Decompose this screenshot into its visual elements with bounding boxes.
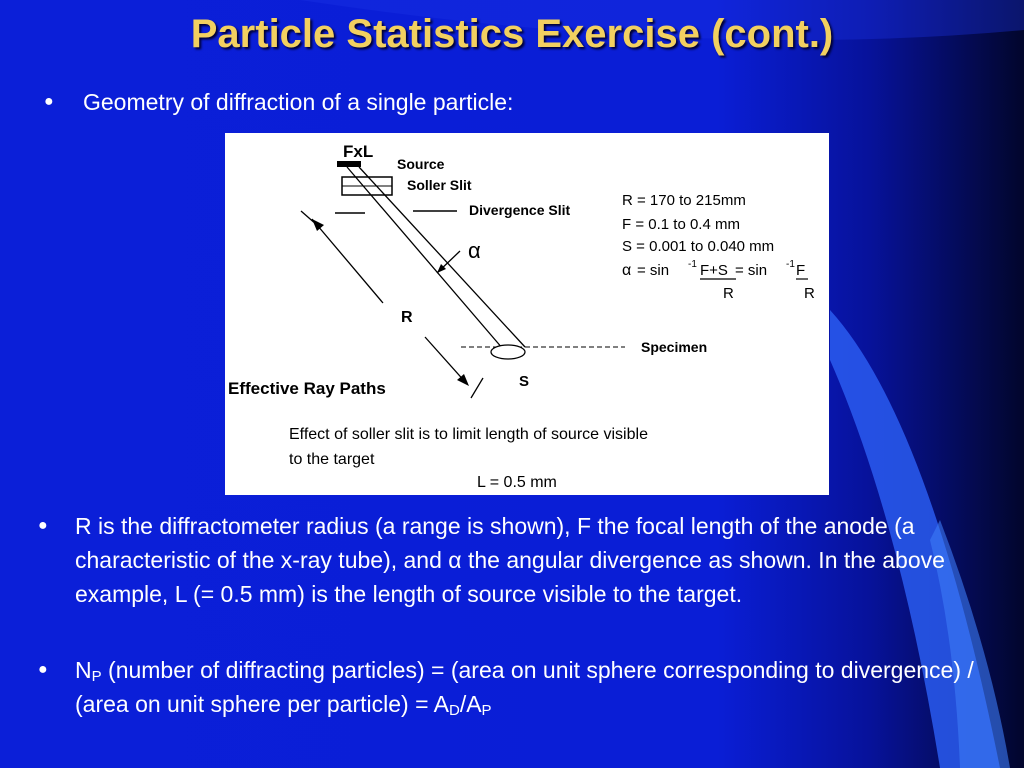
bullet-definitions-text-1: R is the diffractometer radius (a range is shown), F the focal length of the anode (a characteristic of the x-ray tube), and <box>75 513 915 573</box>
fxl-label: FxL <box>343 142 374 161</box>
s-label: S <box>519 373 530 390</box>
bullet-definitions <box>75 509 995 611</box>
eq-r: R = 170 to 215mm <box>622 192 746 209</box>
source-bar <box>337 161 361 167</box>
bullet-marker: ● <box>38 661 48 678</box>
source-label: Source <box>397 156 445 172</box>
np-symbol: N <box>75 657 92 683</box>
figure-diagram <box>225 133 829 495</box>
effective-ray-paths-label: Effective Ray Paths <box>228 379 386 398</box>
eq-sin-2: = sin <box>735 262 768 279</box>
ap-symbol: /A <box>459 691 482 717</box>
l-value: L = 0.5 mm <box>477 474 557 491</box>
bullet-particle-count-text: (number of diffracting particles) = (area on unit sphere corresponding to divergence) / (area on unit sphere per particle) = A <box>75 657 974 717</box>
alpha-inline-symbol: α <box>448 547 462 573</box>
specimen-ellipse <box>491 345 525 359</box>
bullet-definitions-text-2: the angular divergence as shown. In the above example, L (= 0.5 mm) is the length of source visible to the target. <box>75 547 945 607</box>
ad-subscript: D <box>448 702 460 719</box>
r-label: R <box>401 309 413 326</box>
alpha-symbol: α <box>468 238 481 263</box>
np-subscript: P <box>91 668 102 685</box>
effect-caption-line1: Effect of soller slit is to limit length of source visible <box>289 426 648 443</box>
eq-sup-1: -1 <box>688 259 697 270</box>
effect-caption-line2: to the target <box>289 451 375 468</box>
eq-frac2-numerator: F <box>796 262 806 279</box>
eq-frac1-numerator: F+S <box>700 262 728 279</box>
bullet-geometry: Geometry of diffraction of a single particle: <box>83 89 514 115</box>
divergence-slit-label: Divergence Slit <box>469 202 571 218</box>
bullet-marker: ● <box>38 517 48 534</box>
bullet-particle-count <box>75 653 995 721</box>
soller-slit-label: Soller Slit <box>407 177 472 193</box>
eq-sin-1: = sin <box>637 262 670 279</box>
eq-frac1-denominator: R <box>723 285 734 302</box>
eq-frac2-denominator: R <box>804 285 815 302</box>
slide-title: Particle Statistics Exercise (cont.) <box>190 12 834 56</box>
eq-alpha-symbol: α <box>622 262 632 279</box>
eq-s: S = 0.001 to 0.040 mm <box>622 238 775 255</box>
eq-sup-2: -1 <box>786 259 795 270</box>
specimen-label: Specimen <box>641 339 708 355</box>
eq-f: F = 0.1 to 0.4 mm <box>622 216 740 233</box>
bullet-marker: ● <box>44 93 54 110</box>
ap-subscript: P <box>481 702 492 719</box>
diffraction-geometry-figure <box>225 133 829 495</box>
